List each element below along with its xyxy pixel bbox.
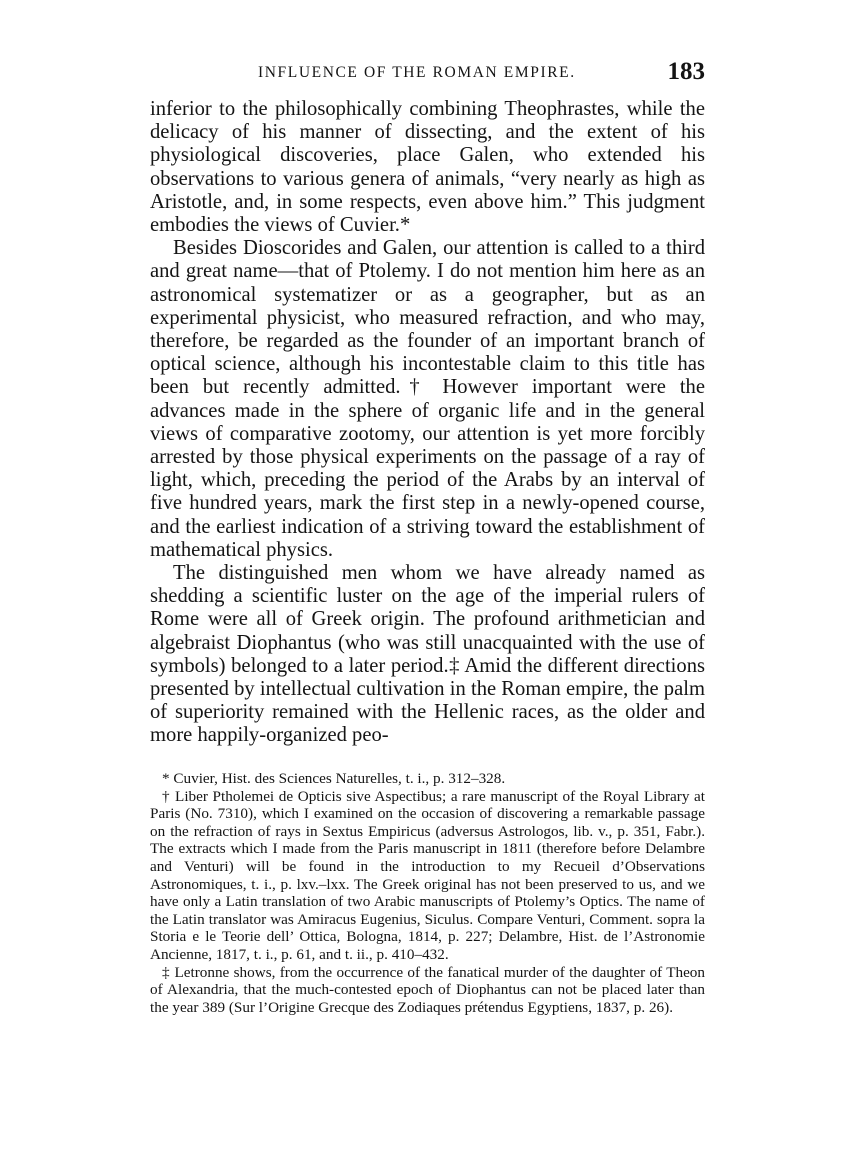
- footnote-letronne: ‡ Letronne shows, from the occurrence of the fanatical murder of the daughter of Theon of Alexandria, that the much-contested epoch of Diophantus can not be placed later than the year 389 (Sur l’Origine Grecque des Zodiaques prétendus Egyptiens, 1837, p. 26).: [150, 963, 705, 1016]
- running-head: [150, 58, 705, 88]
- running-title: INFLUENCE OF THE ROMAN EMPIRE.: [258, 64, 576, 81]
- footnote-ptolemy-optics: † Liber Ptholemei de Opticis sive Aspectibus; a rare manuscript of the Royal Library at Paris (No. 7310), which I examined on the occasion of discovering a remarkable passage on the refraction of rays in Sextus Empiricus (adversus Astrologos, lib. v., p. 351, Fabr.). The extracts which I made from the Paris manuscript in 1811 (therefore before Delambre and Venturi) will be found in the introduction to my Recueil d’Observations Astronomiques, t. i., p. lxv.–lxx. The Greek original has not been preserved to us, and we have only a Latin translation of two Arabic manuscripts of Ptolemy’s Optics. The name of the Latin translator was Amiracus Eugenius, Siculus. Compare Venturi, Comment. sopra la Storia e le Teorie dell’ Ottica, Bologna, 1814, p. 227; Delambre, Hist. de l’Astronomie Ancienne, 1817, t. i., p. 61, and t. ii., p. 410–432.: [150, 787, 705, 963]
- footnote-cuvier: * Cuvier, Hist. des Sciences Naturelles, t. i., p. 312–328.: [162, 770, 506, 787]
- paragraph-greek-origin: The distinguished men whom we have already named as shedding a scientific luster on the age of the imperial rulers of Rome were all of Greek origin. The profound arithmetician and algebraist Diophantus (who was still unacquainted with the use of symbols) belonged to a later period.‡ Amid the different directions presented by intellectual cultivation in the Roman empire, the palm of superiority remained with the Hellenic races, as the older and more happily-organized peo-: [150, 562, 705, 747]
- paragraph-continuation: inferior to the philosophically combining Theophrastes, while the delicacy of his manner of dissecting, and the extent of his physiological discoveries, place Galen, who extended his observations to various genera of animals, “very nearly as high as Aristotle, and, in some respects, even above him.” This judgment embodies the views of Cuvier.*: [150, 98, 705, 237]
- paragraph-ptolemy: Besides Dioscorides and Galen, our attention is called to a third and great name—that of Ptolemy. I do not mention him here as an astronomical systematizer or as a geographer, but as an experimental physicist, who measured refraction, and who may, therefore, be regarded as the founder of an important branch of optical science, although his incontestable claim to this title has been but recently admitted.† However important were the advances made in the sphere of organic life and in the general views of comparative zootomy, our attention is yet more forcibly arrested by those physical experiments on the passage of a ray of light, which, preceding the period of the Arabs by an interval of five hundred years, mark the first step in a newly-opened course, and the earliest indication of a striving toward the establishment of mathematical physics.: [150, 237, 705, 561]
- footnotes: [150, 770, 705, 1016]
- body-text: [150, 98, 705, 748]
- page-number: 183: [667, 58, 705, 85]
